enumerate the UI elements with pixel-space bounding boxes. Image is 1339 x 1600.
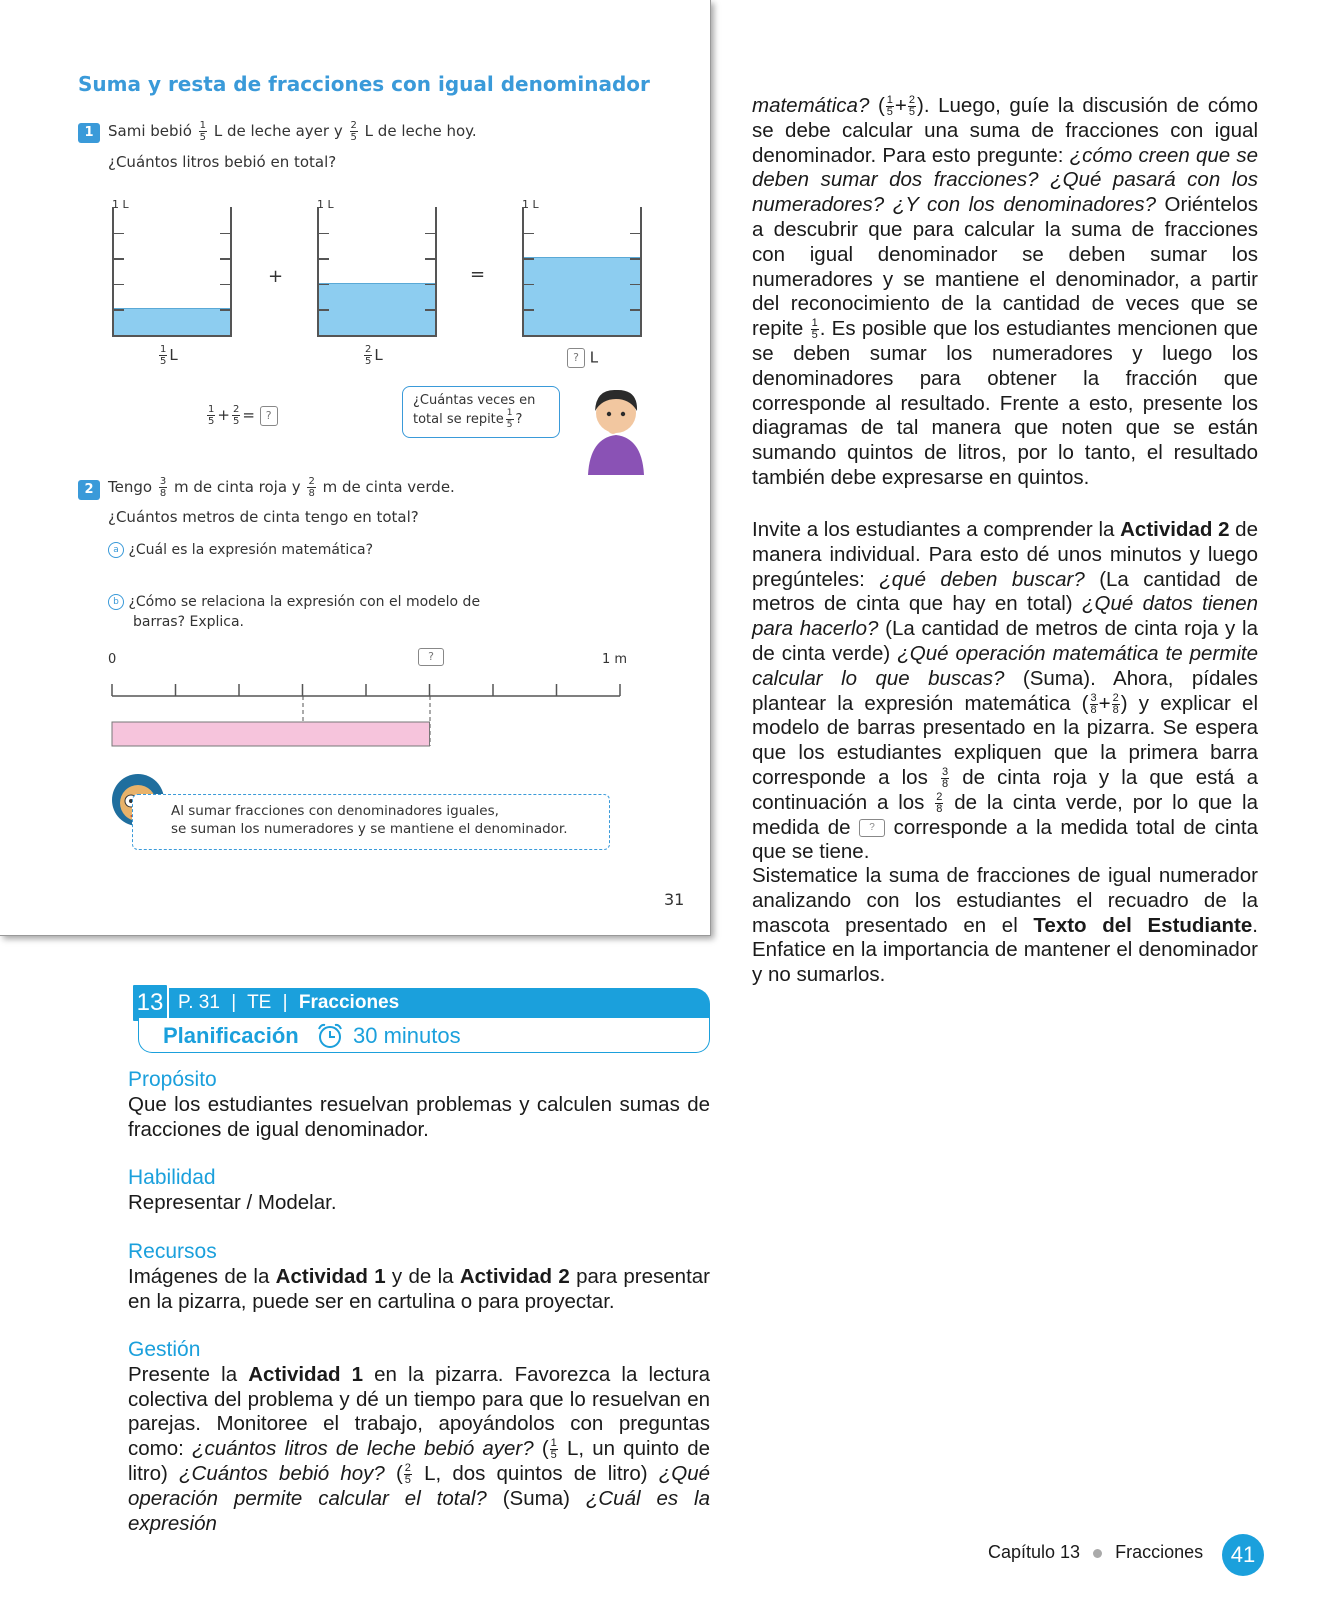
footer-dot [1093,1549,1102,1558]
footer-chapter: Capítulo 13 [988,1542,1081,1562]
beaker-1-label: 1 L [112,198,129,211]
fraction-two-fifths: $\frac{2}{5}$ [350,120,357,143]
answer-box[interactable]: ? [567,348,585,368]
beaker-tick [425,233,435,235]
equals-sign: = [470,264,486,285]
activity-2-statement: Tengo $\frac{3}{8}$ m de cinta roja y $\frac{2}{8}$ m de cinta verde. [108,476,455,499]
student-page-number: 31 [664,890,685,909]
ribbon-bar [112,722,430,746]
beaker-tick [524,233,534,235]
beaker-tick [630,233,640,235]
activity-1-equation: $\frac{1}{5}$ + $\frac{2}{5}$ = ? [205,404,278,427]
beaker-2-label: 1 L [317,198,334,211]
tip-line-1: Al sumar fracciones con denominadores iguales, [171,803,499,819]
plus-sign: + [268,266,284,287]
beaker-1-fill [114,308,230,335]
right-column-paragraph-1: matemática? ( $\frac{1}{5}$ + $\frac{2}{5}$ ). Luego, guíe la discusión de cómo se debe calcular una suma de fracciones con igual denominador. Para esto pregunte: ¿cómo creen que se deben sumar dos fracciones? ¿Qué pasará con los numeradores? ¿Y con los denominadores? Oriéntelos a descubrir que para calcular la suma de fracciones con igual denominador se deben sumar los numeradores y se mantiene el denominador, a partir del reconocimiento de la cantidad de veces que se repite $\frac{1}{5}$ . Es posible que los estudiantes mencionen que se deben sumar los numeradores y luego los denominadores para obtener la fracción que corresponde al resultado. Frente a esto, presente los diagramas de tal manera que noten que se están sumando quintos de litros, por lo tanto, el resultado también debe expresarse en quintos. [752,94,1258,489]
beaker-tick [220,284,230,286]
beaker-tick [630,309,640,311]
section-habilidad [128,1166,710,1216]
activity-1-question: ¿Cuántos litros bebió en total? [108,153,337,171]
student-character-illustration [580,383,652,475]
beaker-tick [524,284,534,286]
option-a: a ¿Cuál es la expresión matemática? [108,542,373,558]
activity-1-statement: Sami bebió $\frac{1}{5}$ L de leche ayer y $\frac{2}{5}$ L de leche hoy. [108,120,477,143]
right-column-paragraph-2: Invite a los estudiantes a comprender la Actividad 2 de manera individual. Para esto dé unos minutos y luego pregúnteles: ¿qué deben buscar? (La cantidad de metros de cinta que hay en total) ¿Qué datos tienen para hacerlo? (La cantidad de metros de cinta roja y la de cinta verde) ¿Qué operación matemática te permite calcular lo que buscas? (Suma). Ahora, pídales plantear la expresión matemática ( $\frac{3}{8}$ + $\frac{2}{8}$ ) y explicar el modelo de barras presentado en la pizarra. Se espera que los estudiantes expliquen que la primera barra corresponde a los $\frac{3}{8}$ de cinta roja y la que está a continuación a los $\frac{2}{8}$ de la cinta verde, por lo que la medida de ? corresponde a la medida total de cinta que se tiene. [752,518,1259,864]
beaker-tick [524,258,534,260]
section-proposito [128,1068,710,1142]
beaker-tick [319,309,329,311]
tip-box [132,794,610,850]
lesson-title: Suma y resta de fracciones con igual denominador [78,72,650,96]
section-gestion [128,1338,710,1536]
beaker-tick [220,258,230,260]
axis-end-label: 1 m [602,652,628,667]
beaker-tick [319,258,329,260]
beaker-tick [114,284,124,286]
planning-duration: 30 minutos [353,1023,461,1048]
footer-topic: Fracciones [1115,1542,1204,1562]
beaker-3-caption: ? L [567,348,598,368]
planning-subheader [138,1018,710,1053]
beaker-3-label: 1 L [522,198,539,211]
gestion-heading: Gestión [128,1338,201,1361]
beaker-2-fill [319,283,435,335]
beaker-2 [317,207,437,337]
beaker-3-fill [524,257,640,335]
beaker-tick [114,258,124,260]
beaker-tick [425,284,435,286]
option-b: b ¿Cómo se relaciona la expresión con el modelo de [108,594,480,610]
speech-bubble: ¿Cuántas veces en total se repite $\frac{1}{5}$ ? [402,386,560,438]
planning-header-bar [138,988,710,1018]
beaker-tick [114,309,124,311]
planning-label: Planificación [163,1023,299,1048]
recursos-text: Imágenes de la Actividad 1 y de la Actividad 2 para presentar en la pizarra, puede ser en cartulina o para proyectar. [128,1264,710,1313]
option-b-line-2: barras? Explica. [133,614,245,630]
inline-question-box: ? [859,819,885,837]
beaker-1-caption: $\frac{1}{5}$ L [160,344,178,367]
section-recursos [128,1240,710,1314]
bar-model [108,674,628,754]
proposito-heading: Propósito [128,1068,217,1091]
beaker-2-caption: $\frac{2}{5}$ L [365,344,383,367]
activity-2-question: ¿Cuántos metros de cinta tengo en total? [108,508,419,526]
equation-answer-box[interactable]: ? [260,406,278,426]
axis-question-box: ? [418,647,444,666]
beaker-1 [112,207,232,337]
fraction-one-fifth: $\frac{1}{5}$ [199,120,207,143]
beaker-tick [220,309,230,311]
proposito-text: Que los estudiantes resuelvan problemas y calculen sumas de fracciones de igual denominador. [128,1092,710,1141]
alarm-clock-icon [315,1022,345,1050]
activity-2-badge: 2 [78,480,100,500]
activity-1-badge: 1 [78,123,100,143]
beaker-tick [114,233,124,235]
axis-start-label: 0 [108,652,117,667]
beaker-3 [522,207,642,337]
page-footer [988,1542,1203,1563]
beaker-tick [425,258,435,260]
tip-line-2: se suman los numeradores y se mantiene el denominador. [171,821,568,837]
student-book-page [0,0,711,936]
beaker-tick [630,258,640,260]
beaker-tick [319,233,329,235]
beaker-tick [425,309,435,311]
planning-breadcrumb: P. 31 | TE | Fracciones [178,992,400,1013]
beaker-tick [630,284,640,286]
beaker-tick [524,309,534,311]
beaker-tick [220,233,230,235]
lesson-number-badge: 13 [131,983,169,1023]
page-number-badge: 41 [1222,1534,1264,1576]
habilidad-text: Representar / Modelar. [128,1190,337,1214]
habilidad-heading: Habilidad [128,1166,216,1189]
recursos-heading: Recursos [128,1240,217,1263]
gestion-text: Presente la Actividad 1 en la pizarra. Favorezca la lectura colectiva del problema y dé un tiempo para que lo resuelvan en parejas. Monitoree el trabajo, apoyándolos con preguntas como: ¿cuántos litros de leche bebió ayer? ( $\frac{1}{5}$ L, un quinto de litro) ¿Cuántos bebió hoy? ( $\frac{2}{5}$ L, dos quintos de litro) ¿Qué operación permite calcular el total? (Suma) ¿Cuál es la expresión [128,1362,711,1535]
beaker-tick [319,284,329,286]
right-column-paragraph-3: Sistematice la suma de fracciones de igual numerador analizando con los estudiantes el recuadro de la mascota presentado en el Texto del Estudiante. Enfatice en la importancia de mantener el denominador y no sumarlos. [752,864,1258,987]
